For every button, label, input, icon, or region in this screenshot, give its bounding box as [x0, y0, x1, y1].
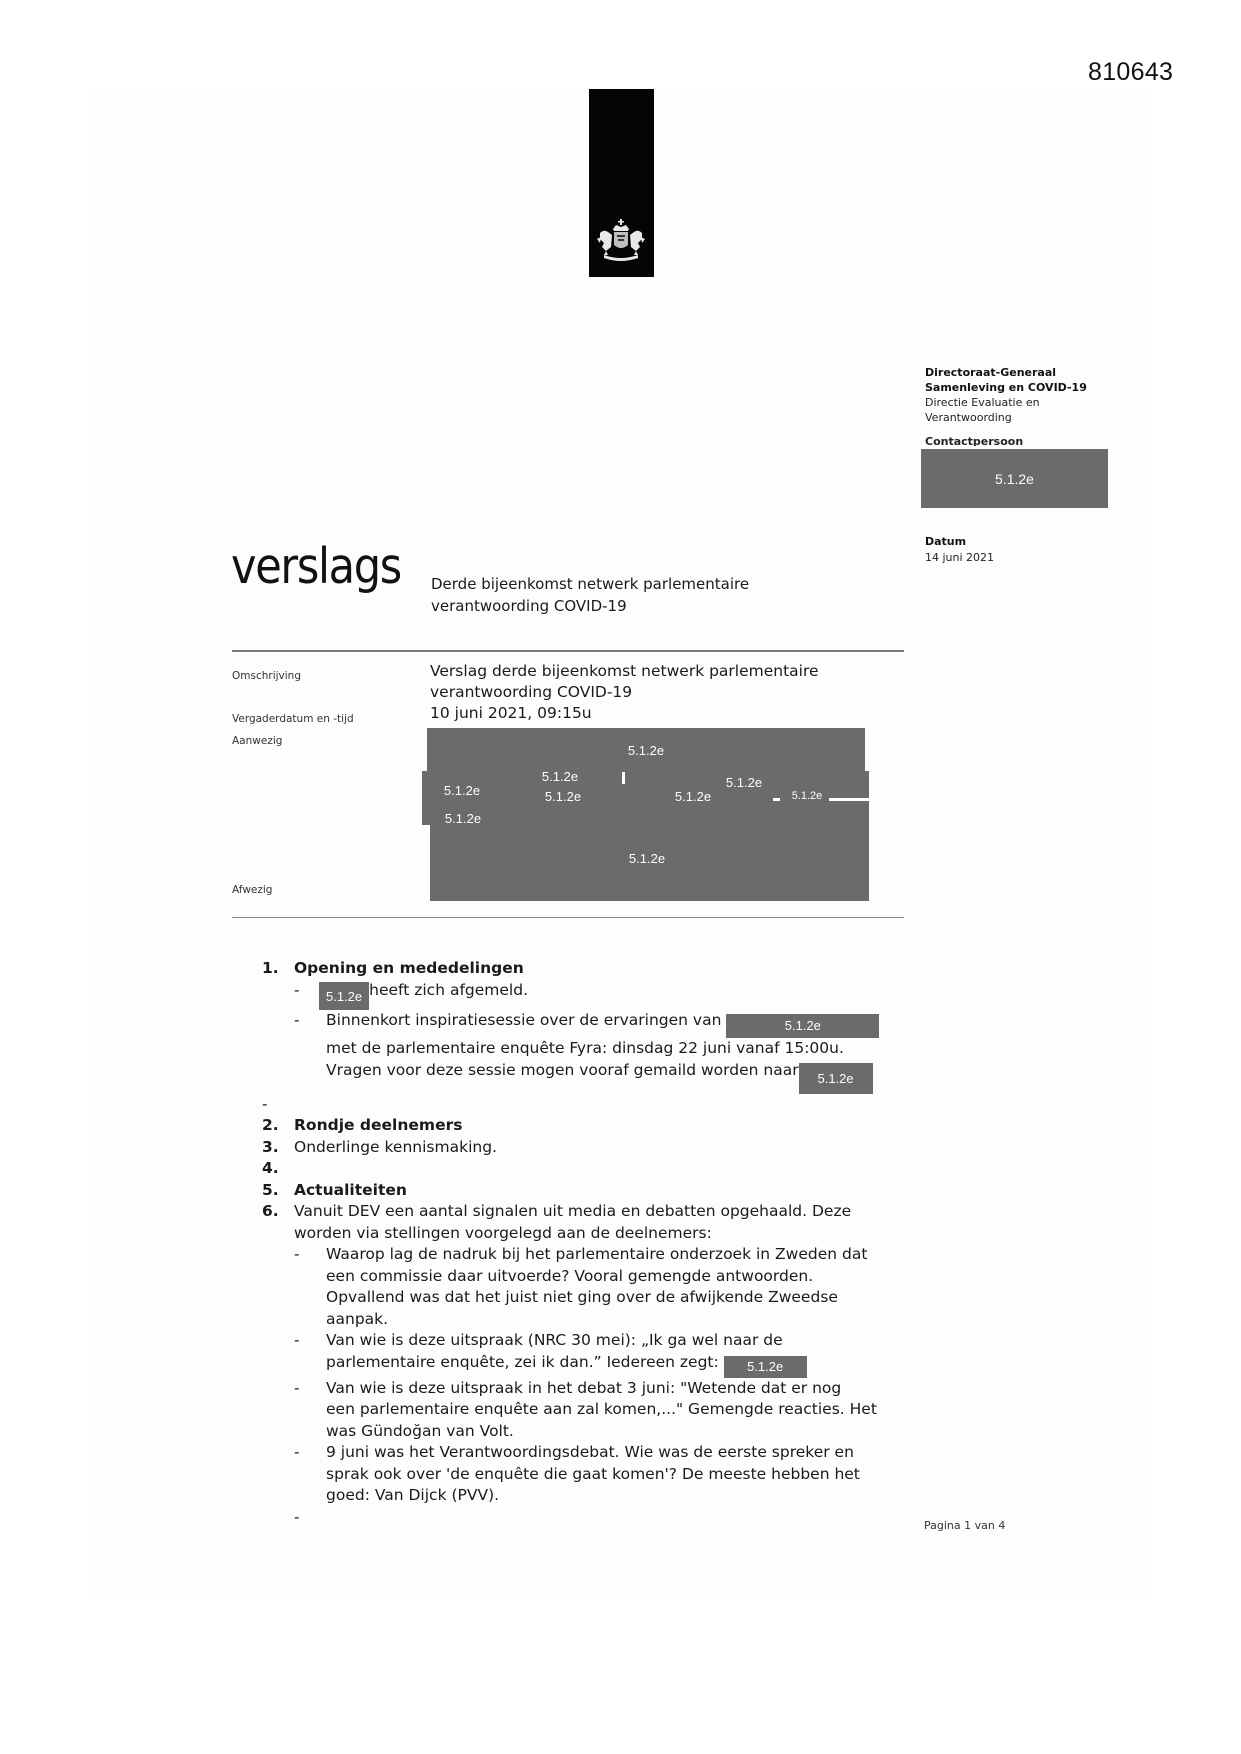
name-redaction: 5.1.2e: [724, 1356, 807, 1378]
agenda-number: 1.: [262, 959, 279, 977]
agenda-text: Vanuit DEV een aantal signalen uit media en debatten opgehaald. Deze: [294, 1202, 852, 1221]
agenda-heading: Rondje deelnemers: [294, 1116, 463, 1135]
date-label: Datum: [925, 535, 967, 548]
agenda: [262, 958, 912, 1526]
org-line: Samenleving en COVID-19: [925, 381, 1087, 394]
bullet-text: met de parlementaire enquête Fyra: dinsdag 22 juni vanaf 15:00u.: [326, 1039, 844, 1057]
redaction-code: 5.1.2e: [628, 850, 666, 866]
bullet-text: goed: Van Dijck (PVV).: [326, 1486, 500, 1504]
org-line: Directie Evaluatie en: [925, 396, 1040, 409]
agenda-number: 3.: [262, 1137, 279, 1156]
subtitle-line: verantwoording COVID-19: [431, 597, 627, 615]
agenda-text: worden via stellingen voorgelegd aan de deelnemers:: [294, 1223, 712, 1242]
agenda-item-3: [262, 1137, 912, 1159]
bullet-dash: -: [262, 1094, 268, 1113]
bullet-dash: -: [294, 1443, 300, 1461]
contact-redaction: 5.1.2e: [921, 449, 1108, 508]
redaction-gap: [622, 772, 625, 784]
agenda-number: 5.: [262, 1180, 279, 1199]
divider-bottom: [232, 917, 904, 918]
name-redaction: 5.1.2e: [319, 982, 369, 1010]
agenda-item-2: [262, 1115, 912, 1137]
subtitle-line: Derde bijeenkomst netwerk parlementaire: [431, 575, 750, 593]
bullet-dash: -: [294, 980, 300, 999]
bullet-text: Binnenkort inspiratiesessie over de ervaringen van: [326, 1011, 722, 1030]
bullet-dash: -: [294, 1331, 300, 1350]
absent-label: Afwezig: [232, 884, 273, 896]
list-item: [262, 1244, 912, 1330]
redaction-code: 5.1.2e: [791, 790, 823, 802]
contact-label: Contactpersoon: [925, 435, 1024, 446]
bullet-text: Vragen voor deze sessie mogen vooraf gemaild worden naar: [326, 1060, 799, 1079]
agenda-item-1: [262, 958, 912, 980]
omschrijving-line: Verslag derde bijeenkomst netwerk parlementaire: [430, 662, 819, 680]
bullet-dash: -: [294, 1245, 300, 1264]
bullet-text: een parlementaire enquête aan zal komen,..." Gemengde reacties. Het: [326, 1400, 877, 1418]
agenda-number: 2.: [262, 1116, 279, 1135]
omschrijving-value: [430, 661, 819, 703]
government-logo: [589, 89, 654, 277]
redaction-code: 5.1.2e: [674, 788, 712, 804]
document-subtitle: [431, 573, 749, 617]
agenda-number: 4.: [262, 1159, 279, 1178]
list-item: [262, 1330, 912, 1377]
agenda-item-4: [262, 1158, 912, 1180]
bullet-text: aanpak.: [326, 1309, 389, 1328]
list-item: [262, 980, 912, 1011]
bullet-text: Van wie is deze uitspraak (NRC 30 mei): „Ik ga wel naar de: [326, 1331, 783, 1350]
email-redaction: 5.1.2e: [799, 1063, 873, 1094]
divider-top: [232, 650, 904, 652]
coat-of-arms-icon: [592, 217, 651, 265]
omschrijving-line: verantwoording COVID-19: [430, 683, 633, 701]
date-value: 14 juni 2021: [925, 551, 995, 564]
redaction-code: 5.1.2e: [544, 789, 582, 804]
name-redaction: 5.1.2e: [726, 1014, 879, 1038]
redaction-code: 5.1.2e: [444, 810, 482, 826]
bullet-text: 9 juni was het Verantwoordingsdebat. Wie was de eerste spreker en: [326, 1443, 854, 1461]
redaction-code: 5.1.2e: [443, 782, 481, 798]
agenda-number: 6.: [262, 1202, 279, 1221]
redaction-gap: [773, 798, 780, 801]
bullet-text: Van wie is deze uitspraak in het debat 3 juni: "Wetende dat er nog: [326, 1378, 842, 1397]
bullet-text: sprak ook over 'de enquête die gaat komen'? De meeste hebben het: [326, 1464, 860, 1483]
redaction-code: 5.1.2e: [627, 743, 665, 758]
meeting-datetime-value: 10 juni 2021, 09:15u: [430, 704, 592, 722]
list-item: [262, 1010, 912, 1094]
org-line: Directoraat-Generaal: [925, 366, 1057, 379]
redaction-code: 5.1.2e: [541, 768, 579, 784]
redaction-code: 5.1.2e: [725, 774, 763, 790]
document-number: 810643: [1088, 58, 1174, 86]
agenda-item-6: [262, 1201, 912, 1244]
sender-block: [925, 365, 1115, 446]
list-item: [262, 1378, 912, 1443]
attendees-redaction: [427, 728, 865, 773]
bullet-text: een commissie daar uitvoerde? Vooral gemengde antwoorden.: [326, 1266, 814, 1285]
meeting-datetime-label: Vergaderdatum en -tijd: [232, 713, 354, 725]
date-block: [925, 534, 994, 566]
org-line: Verantwoording: [925, 411, 1012, 424]
bullet-dash: -: [294, 1378, 300, 1397]
agenda-item-5: [262, 1180, 912, 1202]
list-item: [262, 1442, 912, 1507]
bullet-text: was Gündoğan van Volt.: [326, 1421, 514, 1440]
agenda-heading: Opening en mededelingen: [294, 959, 524, 977]
bullet-text: heeft zich afgemeld.: [369, 980, 528, 999]
agenda-text: Onderlinge kennismaking.: [294, 1137, 497, 1156]
bullet-dash: -: [294, 1011, 300, 1030]
redaction-gap: [829, 798, 869, 801]
bullet-dash: -: [294, 1507, 300, 1526]
document-type-title: verslags: [231, 538, 401, 595]
list-item: [262, 1094, 912, 1116]
present-label: Aanwezig: [232, 735, 283, 747]
bullet-text: Waarop lag de nadruk bij het parlementaire onderzoek in Zweden dat: [326, 1245, 868, 1264]
omschrijving-label: Omschrijving: [232, 670, 301, 682]
agenda-heading: Actualiteiten: [294, 1180, 407, 1199]
bullet-text: Opvallend was dat het juist niet ging over de afwijkende Zweedse: [326, 1288, 838, 1307]
bullet-text: parlementaire enquête, zei ik dan.” Iedereen zegt:: [326, 1352, 719, 1371]
page-number: Pagina 1 van 4: [924, 1519, 1006, 1532]
